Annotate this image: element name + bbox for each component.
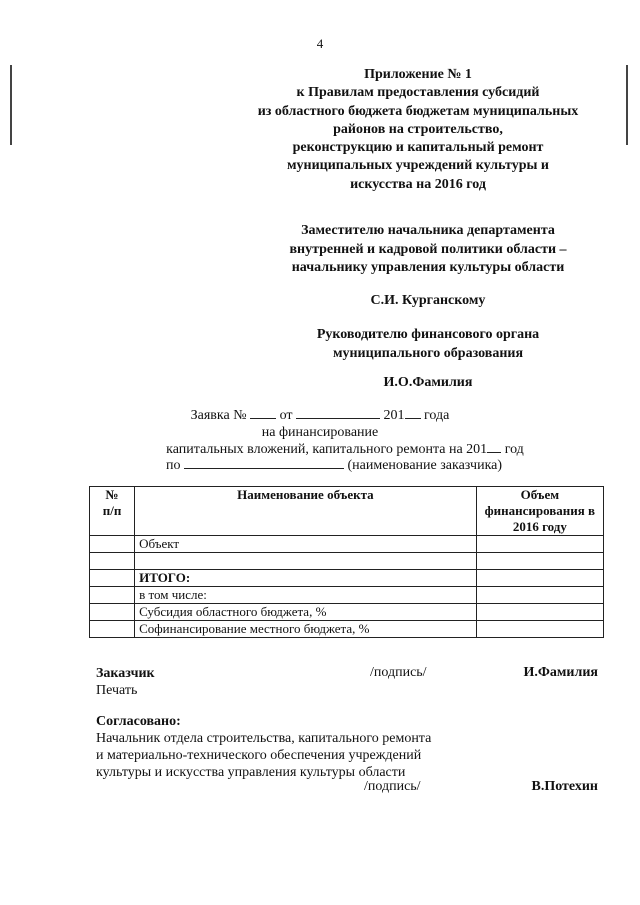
header-name: Наименование объекта — [135, 487, 477, 536]
row-name-total: ИТОГО: — [135, 570, 477, 587]
page-edge-right — [626, 65, 628, 145]
customer-name-blank — [184, 456, 344, 469]
row-amount — [476, 553, 603, 570]
appendix-line: Приложение № 1 — [364, 67, 472, 82]
header-num — [90, 487, 135, 536]
row-amount — [476, 621, 603, 638]
approval-line: и материально-технического обеспечения учреждений — [96, 748, 422, 763]
request-word: Заявка № — [190, 408, 247, 423]
header-num-line: п/п — [102, 503, 122, 518]
recipient-line: муниципального образования — [332, 345, 524, 361]
table-row — [90, 553, 604, 570]
header-amount-line: финансирования в — [484, 503, 596, 518]
request-line-2: на финансирование — [261, 425, 379, 440]
row-num — [90, 536, 135, 553]
table-row-total — [90, 570, 604, 587]
table-header-row — [90, 487, 604, 536]
appendix-line: районов на строительство, — [333, 121, 503, 137]
request-line4-prefix: по — [165, 458, 181, 473]
request-year-suffix: года — [424, 408, 450, 423]
table-row — [90, 536, 604, 553]
recipient-deputy-name: С.И. Курганскому — [370, 293, 486, 308]
recipient-line: начальнику управления культуры области — [291, 260, 565, 275]
header-amount-line: Объем — [520, 487, 560, 502]
row-num — [90, 587, 135, 604]
table-row — [90, 621, 604, 638]
appendix-line: к Правилам предоставления субсидий — [296, 85, 540, 101]
row-amount — [476, 587, 603, 604]
customer-signature: /подпись/ — [370, 665, 427, 680]
row-name: Субсидия областного бюджета, % — [135, 604, 477, 621]
row-num — [90, 621, 135, 638]
recipient-line: Руководителю финансового органа — [316, 327, 540, 342]
approval-name: В.Потехин — [531, 779, 598, 794]
recipient-line: внутренней и кадровой политики области – — [289, 241, 567, 257]
header-num-line: № — [105, 487, 119, 502]
row-amount — [476, 604, 603, 621]
request-number-blank — [250, 406, 276, 419]
approval-signature: /подпись/ — [364, 779, 421, 794]
recipient-line: Заместителю начальника департамента — [301, 223, 555, 238]
request-from: от — [279, 408, 293, 423]
appendix-line: из областного бюджета бюджетам муниципальных — [257, 103, 579, 119]
row-num — [90, 604, 135, 621]
table-row — [90, 604, 604, 621]
recipient-finance-name: И.О.Фамилия — [383, 375, 473, 390]
appendix-line: искусства на 2016 год — [350, 176, 486, 192]
appendix-line: муниципальных учреждений культуры и — [286, 158, 549, 174]
row-amount — [476, 536, 603, 553]
request-line3-suffix: год — [504, 442, 524, 457]
recipient-deputy-block — [258, 222, 598, 278]
row-amount — [476, 570, 603, 587]
row-name: Софинансирование местного бюджета, % — [135, 621, 477, 638]
request-line4-suffix: (наименование заказчика) — [347, 458, 503, 473]
objects-table — [89, 486, 604, 638]
recipient-finance-block — [258, 326, 598, 363]
page-edge-left — [10, 65, 12, 145]
request-title-line — [0, 406, 640, 425]
table-row — [90, 587, 604, 604]
request-year-prefix: 201 — [383, 408, 405, 423]
seal-label: Печать — [96, 683, 138, 698]
approval-line: культуры и искусства управления культуры области — [96, 765, 406, 780]
appendix-line: реконструкцию и капитальный ремонт — [292, 140, 544, 156]
request-line-4 — [0, 456, 640, 475]
appendix-block — [250, 66, 586, 194]
header-amount — [476, 487, 603, 536]
row-num — [90, 553, 135, 570]
row-name — [135, 553, 477, 570]
request-line3-text: капитальных вложений, капитального ремонта на 201 — [166, 442, 488, 457]
request-line3-year-blank — [487, 440, 501, 453]
customer-name: И.Фамилия — [523, 665, 598, 680]
approval-label: Согласовано: — [96, 714, 181, 729]
approval-line: Начальник отдела строительства, капитального ремонта — [96, 731, 432, 746]
request-year-blank — [405, 406, 421, 419]
header-amount-line: 2016 году — [512, 519, 567, 534]
approval-position — [96, 730, 431, 781]
page-number: 4 — [316, 36, 324, 51]
row-num — [90, 570, 135, 587]
request-date-blank — [296, 406, 380, 419]
row-name: в том числе: — [135, 587, 477, 604]
row-name: Объект — [135, 536, 477, 553]
customer-label: Заказчик — [96, 666, 155, 681]
